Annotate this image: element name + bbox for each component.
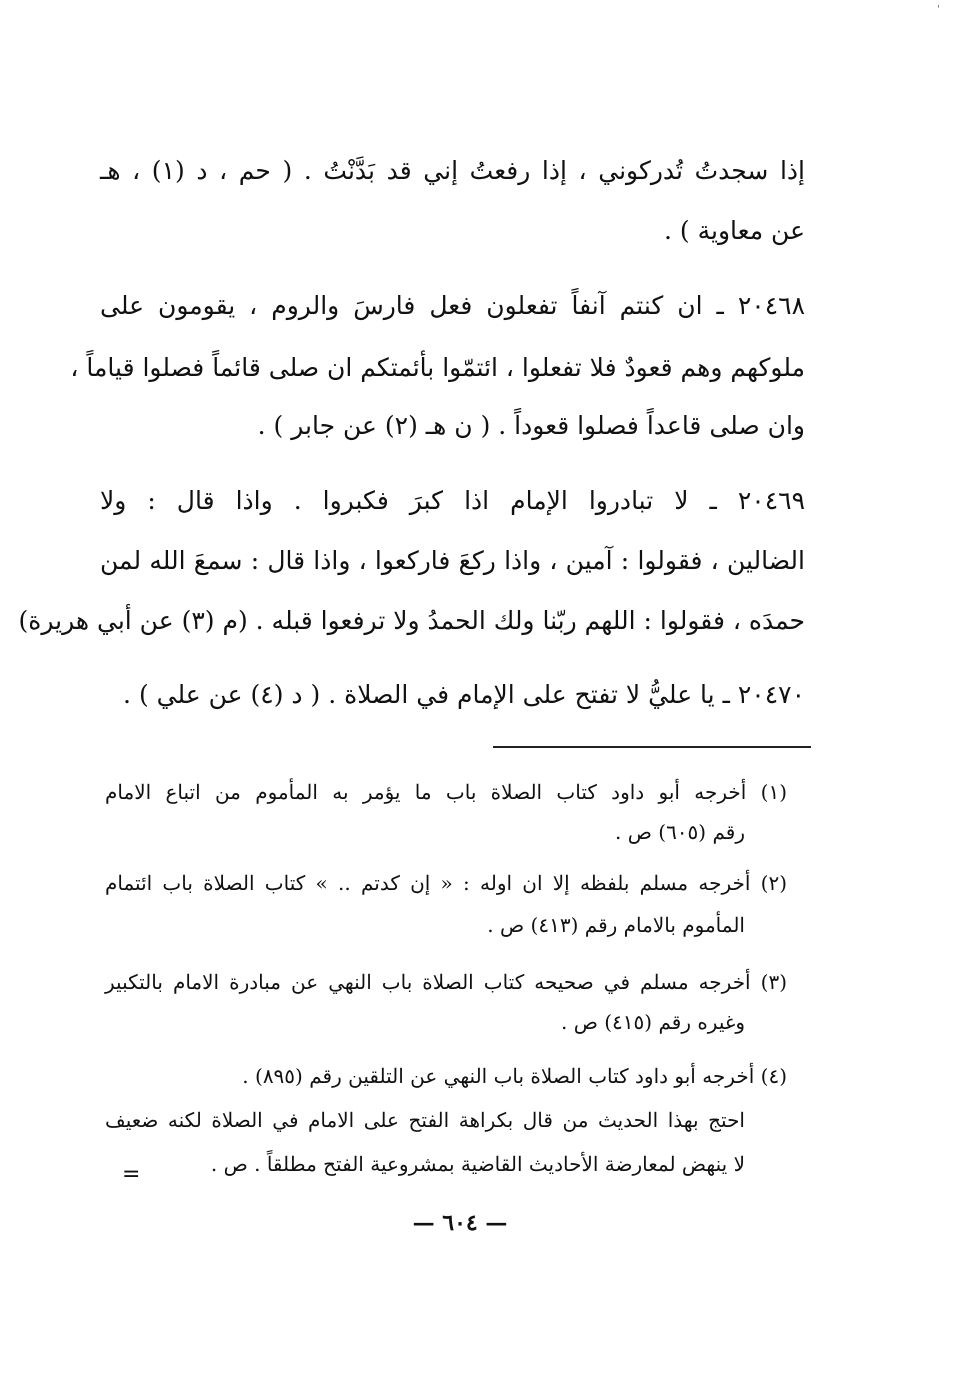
text-line: ٢٠٤٧٠ ـ يا عليُّ لا تفتح على الإمام في الصلاة . ( د (٤) عن علي ) . bbox=[123, 680, 805, 709]
footnote-4 bbox=[105, 1066, 787, 1176]
text-line: ملوكهم وهم قعودٌ فلا تفعلوا ، ائتمّوا بأئمتكم ان صلى قائماً فصلوا قياماً ، bbox=[70, 353, 805, 382]
hadith-20469 bbox=[18, 486, 805, 648]
hadith-continuation bbox=[100, 156, 805, 245]
page-number: — ٦٠٤ — bbox=[412, 1210, 508, 1236]
hadith-20470 bbox=[100, 682, 805, 722]
footnote-line: احتج بهذا الحديث من قال بكراهة الفتح على الامام في الصلاة لكنه ضعيف bbox=[105, 1108, 745, 1132]
text-line: وان صلى قاعداً فصلوا قعوداً . ( ن هـ (٢) عن جابر ) . bbox=[257, 411, 805, 440]
footnote-line: (٣) أخرجه مسلم في صحيحه كتاب الصلاة باب النهي عن مبادرة الامام بالتكبير bbox=[105, 970, 787, 994]
footnote-3 bbox=[105, 972, 787, 1042]
hadith-20468 bbox=[70, 291, 805, 453]
footnote-line: (٢) أخرجه مسلم بلفظه إلا ان اوله : « إن كدتم .. » كتاب الصلاة باب ائتمام bbox=[105, 871, 787, 895]
footnote-2 bbox=[105, 873, 787, 943]
text-line: الضالين ، فقولوا : آمين ، واذا ركعَ فاركعوا ، واذا قال : سمعَ الله لمن bbox=[100, 546, 805, 575]
footnote-line: (٤) أخرجه أبو داود كتاب الصلاة باب النهي عن التلقين رقم (٨٩٥) . bbox=[242, 1064, 787, 1088]
footnote-line: لا ينهض لمعارضة الأحاديث القاضية بمشروعية الفتح مطلقاً . ص . bbox=[210, 1152, 745, 1176]
text-line: ٢٠٤٦٨ ـ ان كنتم آنفاً تفعلون فعل فارسَ والروم ، يقومون على bbox=[100, 291, 805, 320]
footnote-line: (١) أخرجه أبو داود كتاب الصلاة باب ما يؤمر به المأموم من اتباع الامام bbox=[105, 780, 787, 804]
footnote-line: المأموم بالامام رقم (٤١٣) ص . bbox=[487, 913, 745, 937]
corner-tick-mark: ' bbox=[937, 4, 940, 15]
text-line: ٢٠٤٦٩ ـ لا تبادروا الإمام اذا كبرَ فكبروا . واذا قال : ولا bbox=[100, 486, 805, 515]
text-line: إذا سجدتُ تُدركوني ، إذا رفعتُ إني قد بَدَّنْتُ . ( حم ، د (١) ، هـ bbox=[100, 156, 805, 185]
footnote-divider bbox=[493, 746, 811, 748]
continuation-mark: = bbox=[122, 1162, 141, 1187]
footnote-line: وغيره رقم (٤١٥) ص . bbox=[560, 1010, 745, 1034]
text-line: عن معاوية ) . bbox=[664, 216, 805, 245]
footnote-1 bbox=[105, 782, 787, 852]
text-line: حمدَه ، فقولوا : اللهم ربّنا ولك الحمدُ ولا ترفعوا قبله . (م (٣) عن أبي هريرة) bbox=[18, 606, 805, 635]
footnote-line: رقم (٦٠٥) ص . bbox=[615, 820, 745, 844]
